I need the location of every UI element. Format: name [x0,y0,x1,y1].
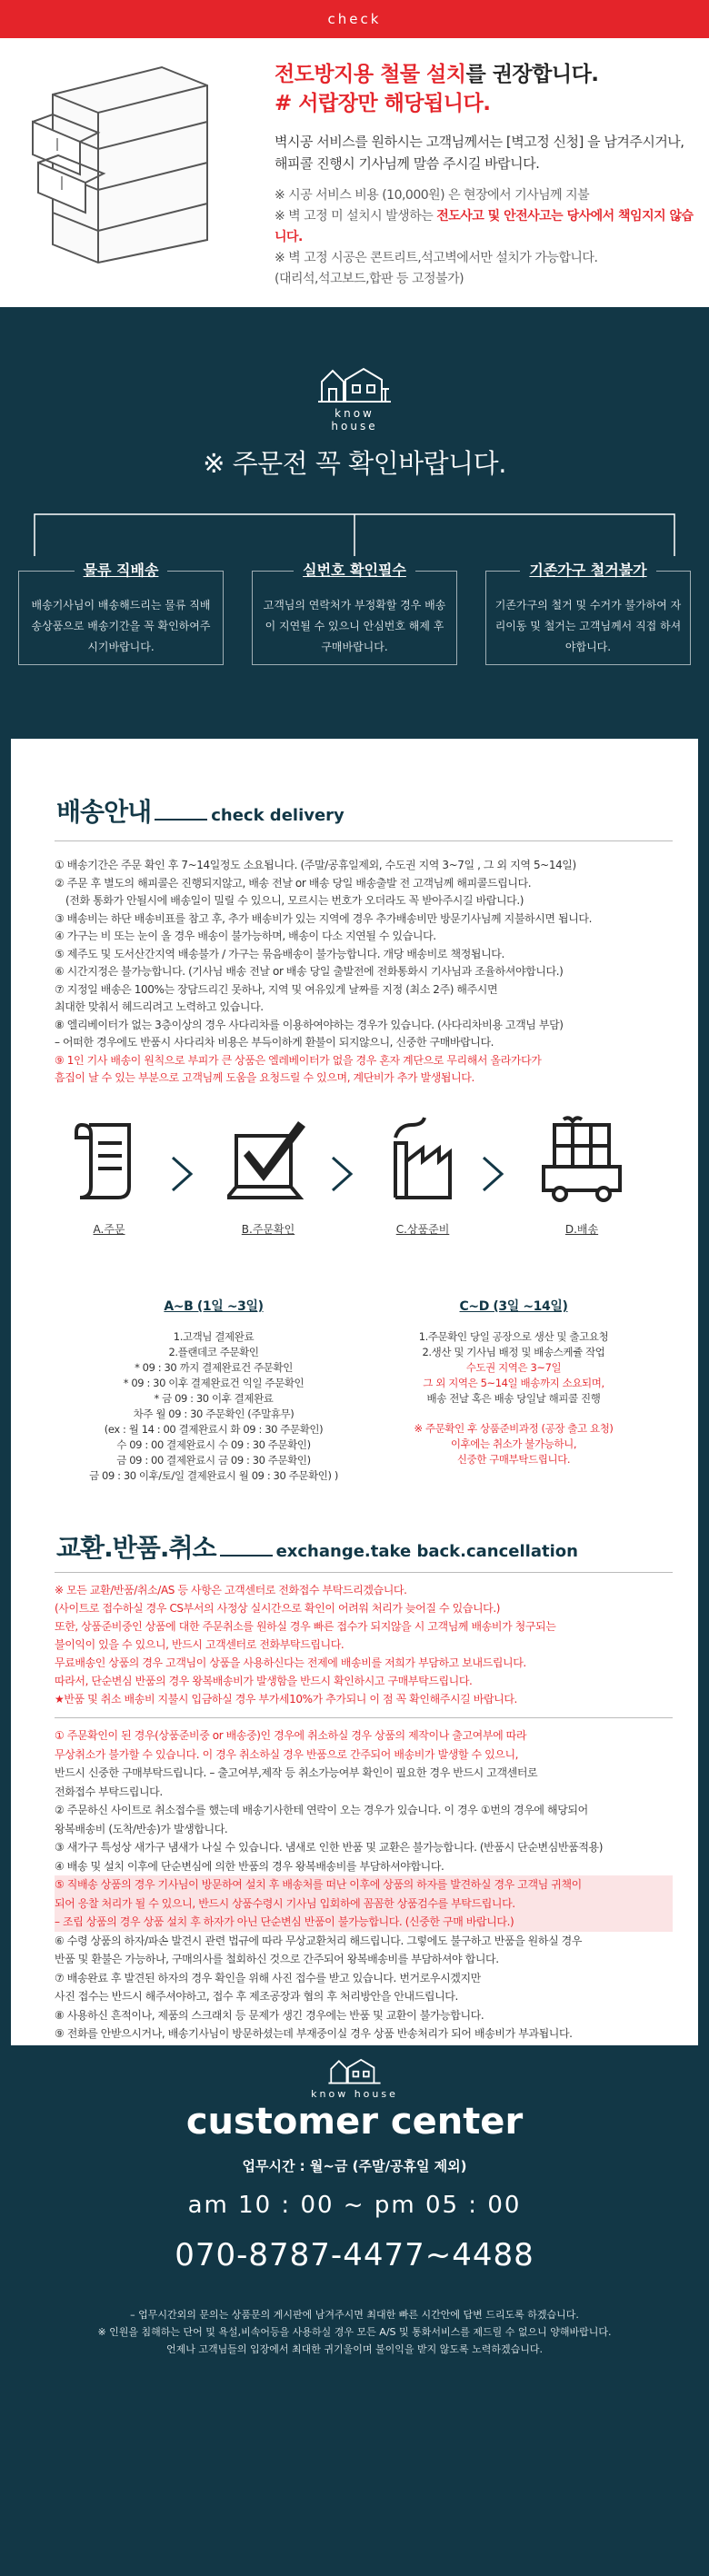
step-confirm [218,1116,318,1261]
timeline-cd-line: 1.주문확인 당일 공장으로 생산 및 출고요청 [418,1330,609,1343]
delivery-item: ⑦ 지정일 배송은 100%는 장담드리긴 못하나, 지역 및 여유있게 날짜를 지정 (최소 2주) 해주시면 [55,982,498,996]
exchange-item: ② 주문하신 사이트로 취소접수를 했는데 배송기사한테 연락이 오는 경우가 있습니다. 이 경우 ①번의 경우에 해당되어 [55,1804,588,1816]
exchange-item: ⑦ 배송완료 후 발견된 하자의 경우 확인을 위해 사진 접수를 받고 있습니다. 번거로우시겠지만 [55,1971,481,1984]
customer-center-section [0,2046,709,2576]
exchange-item: ① 주문확인이 된 경우(상품준비중 or 배송중)인 경우에 취소하실 경우 상품의 제작이나 출고여부에 따라 [55,1729,527,1742]
drawer-cabinet-illustration [25,58,235,267]
timeline-cd-line: 배송 전날 혹은 배송 당일날 해피콜 진행 [426,1392,601,1405]
cc-note: ※ 인원을 침해하는 단어 및 욕설,비속어등을 사용하실 경우 모든 A/S 및 통화서비스를 제드릴 수 없으니 양해바랍니다. [97,2326,612,2338]
exchange-note: 불이익이 있을 수 있으니, 반드시 고객센터로 전화부탁드립니다. [55,1638,345,1651]
cc-title: customer center [185,2101,524,2143]
exchange-note: (사이트로 접수하실 경우 CS부서의 사정상 실시간으로 확인이 어려워 처리가 늦어질 수 있습니다.) [55,1602,501,1615]
checkmark-board-icon [227,1116,309,1207]
know-house-logo [309,365,400,433]
delivery-item: ⑧ 엘리베이터가 없는 3층이상의 경우 사다리차를 이용하여야하는 경우가 있습니다. (사다리차비용 고객님 부담) [55,1018,564,1031]
delivery-item: ③ 배송비는 하단 배송비표를 참고 후, 추가 배송비가 있는 지역에 경우 추가배송비만 방문기사님께 지불하시면 됩니다. [55,911,593,925]
timeline-ab-line: * 금 09 : 30 이후 결제완료 [154,1392,274,1405]
exchange-items [55,1726,673,2062]
delivery-item: – 어떠한 경우에도 반품시 사다리차 비용은 부득이하게 환불이 되지않으니, 신중한 구매바랍니다. [55,1036,494,1049]
exchange-title-ko: 교환.반품.취소 [56,1533,216,1563]
check-text [275,60,694,290]
cc-logo [309,2057,400,2100]
timeline-cd-note: ※ 주문확인 후 상품준비과정 (공장 출고 요청) [414,1422,614,1435]
notice-box-title-wrap [486,559,690,580]
timeline-ab-line: 금 09 : 30 이후/토/일 결제완료시 월 09 : 30 주문확인) ) [89,1469,338,1482]
delivery-divider [55,840,673,841]
delivery-title-en: check delivery [211,806,345,825]
exchange-note: 따라서, 단순변심 반품의 경우 왕복배송비가 발생함을 반드시 확인하시고 구매부탁드립니다. [55,1675,473,1687]
cc-notes [0,2306,709,2358]
notice-box-body: 배송기사님이 배송해드리는 물류 직배송상품으로 배송기간을 꼭 확인하여주시기바랍니다. [31,599,211,653]
timeline-ab-line: 1.고객님 결제완료 [173,1330,255,1343]
exchange-title-en: exchange.take back.cancellation [275,1542,578,1561]
know-house-label: know house [331,407,378,433]
check-bullet-warning-red: 전도사고 및 안전사고는 당사에서 책임지지 않습니다. [275,209,694,244]
step-delivery [527,1116,636,1261]
exchange-divider [55,1572,673,1573]
timeline-ab-line: * 09 : 30 까지 결제완료건 주문확인 [135,1361,293,1374]
title-underline [155,819,207,821]
delivery-item: ④ 가구는 비 또는 눈이 올 경우 배송이 불가능하며, 배송이 다소 지연될 수 있습니다. [55,930,436,942]
notice-box-body: 기존가구의 철거 및 수거가 불가하여 자리이동 및 철거는 고객님께서 직접 하셔야합니다. [494,599,682,653]
house-logo-icon [318,365,391,403]
delivery-item: ⑥ 시간지정은 불가능합니다. (기사님 배송 전날 or 배송 당일 출발전에 전화통화시 기사님과 조율하셔야합니다.) [55,965,564,978]
check-bullet-warning [275,206,694,248]
exchange-notes [55,1581,673,1708]
exchange-item: 왕복배송비 (도착/반송)가 발생합니다. [55,1822,228,1835]
exchange-item: ③ 새가구 특성상 새가구 냄새가 나실 수 있습니다. 냄새로 인한 반품 및 교환은 불가능합니다. (반품시 단순변심반품적용) [55,1841,603,1854]
notice-box-title-wrap [253,559,456,580]
timeline-ab-line: 2.플랜데코 주문확인 [168,1346,259,1358]
cc-note: 언제나 고객님들의 입장에서 최대한 귀기울이며 불이익을 받지 않도록 노력하겠습니다. [165,2343,543,2355]
delivery-title [56,792,345,829]
delivery-item-warning: ⑨ 1인 기사 배송이 원칙으로 부피가 큰 상품은 엘레베이터가 없을 경우 혼자 계단으로 무리해서 올라가다가 [55,1053,542,1067]
delivery-item: ② 주문 후 별도의 해피콜은 진행되지않고, 배송 전날 or 배송 당일 배송출발 전 고객님께 해피콜드립니다. [55,876,532,890]
cc-hours-label: 업무시간 : 월~금 (주말/공휴일 제외) [242,2158,467,2174]
notice-box-removal [485,562,691,665]
delivery-item: ⑤ 제주도 및 도서산간지역 배송불가 / 가구는 묶음배송이 불가능합니다. 개당 배송비로 책정됩니다. [55,947,504,960]
step-label: B.주문확인 [241,1223,295,1236]
check-bullets [275,185,694,290]
delivery-item-warning: 흠집이 날 수 있는 부분으로 고객님께 도움을 요청드릴 수 있으며, 계단비가 추가 발생됩니다. [55,1071,474,1084]
notice-title: ※ 주문전 꼭 확인바랍니다. [203,448,506,479]
timeline-ab-line: (ex : 월 14 : 00 결제완료시 화 09 : 30 주문확인) [104,1423,324,1436]
delivery-item: (전화 통화가 안될시에 배송일이 밀릴 수 있으니, 모르시는 번호가 오더라도 꼭 받아주시길 바랍니다.) [65,894,524,907]
notice-box-title: 물류 직배송 [75,562,168,579]
exchange-divider [55,1717,673,1718]
check-paragraph: 벽시공 서비스를 원하시는 고객님께서는 [벽고정 신청] 을 남겨주시거나, 해피콜 진행시 기사님께 말씀 주시길 바랍니다. [275,134,684,172]
exchange-item: 전화접수 부탁드립니다. [55,1785,163,1798]
timeline-ab-head: A~B (1일 ~3일) [164,1299,264,1314]
notice-box-logistics [18,562,224,665]
step-label: A.주문 [93,1223,125,1236]
exchange-note: ★반품 및 취소 배송비 지불시 입금하실 경우 부가세10%가 추가되니 이 점 꼭 확인해주시길 바랍니다. [55,1693,517,1706]
check-bullet-wall: ※ 벽 고정 시공은 콘트리트,석고벽에서만 설치가 가능합니다. [275,251,598,265]
house-logo-icon [327,2057,382,2084]
notice-bracket-lines [16,505,693,556]
timeline-cd-line: 2.생산 및 기사님 배정 및 배송스케쥴 작업 [422,1346,605,1358]
title-underline [220,1555,273,1557]
cc-hours: am 10 : 00 ~ pm 05 : 00 [187,2192,522,2219]
check-title-highlight: 전도방지용 철물 설치 [275,63,466,86]
delivery-title-ko: 배송안내 [56,797,152,827]
check-bullet-warning-prefix: ※ 벽 고정 미 설치시 발생하는 [275,209,437,224]
exchange-item-highlight: 되어 응찰 처리가 될 수 있으니, 반드시 상품수령시 기사님 입회하에 꼼꼼한 상품검수를 부탁드립니다. [55,1895,673,1914]
chevron-right-icon [329,1154,354,1194]
timeline-ab-line: 금 09 : 00 결제완료시 금 09 : 30 주문확인) [116,1454,311,1467]
timeline-ab-line: 차주 월 09 : 30 주문확인 (주말휴무) [133,1407,295,1420]
exchange-item-highlight: ⑤ 직배송 상품의 경우 기사님이 방문하여 설치 후 배송처를 떠난 이후에 상품의 하자를 발견하실 경우 고객님 귀책이 [55,1875,673,1895]
check-title [275,60,694,89]
step-label: D.배송 [564,1223,599,1236]
timeline-cd-head: C~D (3일 ~14일) [459,1299,568,1314]
notice-box-title-wrap [19,559,223,580]
exchange-item: ⑥ 수령 상품의 하자/파손 발견시 관련 법규에 따라 무상교환처리 해드립니다. 그렇에도 불구하고 반품을 원하실 경우 [55,1934,583,1947]
spacer [382,1407,645,1421]
exchange-note: ※ 모든 교환/반품/취소/AS 등 사항은 고객센터로 전화접수 부탁드리겠습니다. [55,1584,407,1596]
delivery-list [55,857,673,1088]
exchange-item-highlight: – 조립 상품의 경우 상품 설치 후 하자가 아닌 단순변심 반품이 불가능합니다. (신중한 구매 바랍니다.) [55,1913,673,1932]
exchange-item: ④ 배송 및 설치 이후에 단순변심에 의한 반품의 경우 왕복배송비를 부담하셔야합니다. [55,1859,444,1873]
check-bar: check [0,0,709,38]
notice-box-title: 기존가구 철거불가 [520,562,655,579]
exchange-note: 무료배송인 상품의 경우 고객님이 상품을 사용하신다는 전제에 배송비를 저희가 부담하고 보내드립니다. [55,1656,526,1669]
exchange-item: 반드시 신중한 구매부탁드립니다. – 출고여부,제작 등 취소가능여부 확인이 필요한 경우 반드시 고객센터로 [55,1766,538,1779]
timeline-ab-line: * 09 : 30 이후 결제완료건 익일 주문확인 [123,1377,305,1389]
exchange-title [56,1528,578,1565]
check-subtitle: # 서랍장만 해당됩니다. [275,92,491,115]
notice-box-title: 실번호 확인필수 [294,562,415,579]
exchange-item: 반품 및 환불은 가능하나, 구매의사를 철회하신 것으로 간주되어 왕복배송비를 부담하셔야 합니다. [55,1953,499,1965]
cc-note: – 업무시간외의 문의는 상품문의 게시판에 남겨주시면 최대한 빠른 시간안에 답변 드리도록 하겠습니다. [130,2309,579,2321]
exchange-note: 또한, 상품준비중인 상품에 대한 주문취소를 원하실 경우 빠른 접수가 되지않을 시 고객님께 배송비가 청구되는 [55,1620,556,1633]
scroll-icon [73,1116,145,1207]
check-bullet-cost: ※ 시공 서비스 비용 (10,000원) 은 현장에서 기사님께 지불 [275,188,590,203]
notice-box-body: 고객님의 연락처가 부정확할 경우 배송이 지연될 수 있으니 안심번호 해제 후 구매바랍니다. [263,599,446,653]
timeline-cd-red: 수도권 지역은 3~7일 [465,1361,562,1374]
exchange-item: ⑧ 사용하신 흔적이나, 제품의 스크래치 등 문제가 생긴 경우에는 반품 및 교환이 불가능합니다. [55,2008,484,2022]
cc-logo-label: know house [311,2088,398,2100]
timeline-cd-note: 신중한 구매부탁드립니다. [456,1453,571,1466]
step-order [64,1116,155,1261]
step-label: C.상품준비 [395,1223,450,1236]
timeline-cd [382,1299,645,1467]
factory-icon [386,1116,459,1207]
step-prepare [373,1116,473,1261]
timeline-ab-line: 수 09 : 00 결제완료시 수 09 : 30 주문확인) [116,1438,311,1451]
check-title-suffix: 를 권장합니다. [465,63,599,86]
exchange-item: ⑨ 전화를 안받으시거나, 배송기사님이 방문하셨는데 부재중이실 경우 상품 반송처리가 되어 배송비가 부과됩니다. [55,2027,573,2040]
delivery-truck-icon [536,1116,627,1207]
exchange-item: 무상취소가 불가할 수 있습니다. 이 경우 취소하실 경우 반품으로 간주되어 배송비가 발생할 수 있으니, [55,1747,519,1761]
check-bullet-wall-note: (대리석,석고보드,합판 등 고정불가) [275,272,464,286]
exchange-item: 사진 접수는 반드시 해주셔야하고, 접수 후 제조공장과 협의 후 처리방안을 안내드립니다. [55,1990,458,2003]
chevron-right-icon [480,1154,505,1194]
cc-phone: 070-8787-4477~4488 [175,2237,534,2273]
timeline-ab [82,1299,345,1484]
delivery-item: ① 배송기간은 주문 확인 후 7~14일정도 소요됩니다. (주말/공휴일제외, 수도권 지역 3~7일 , 그 외 지역 5~14일) [55,859,576,871]
timeline-cd-note: 이후에는 취소가 불가능하니, [450,1437,577,1450]
check-section [0,0,709,307]
notice-box-phone [252,562,457,665]
chevron-right-icon [169,1154,195,1194]
timeline-cd-red: 그 외 지역은 5~14일 배송까지 소요되며, [423,1377,604,1389]
delivery-item: 최대한 맞춰서 헤드리려고 노력하고 있습니다. [55,1000,264,1013]
